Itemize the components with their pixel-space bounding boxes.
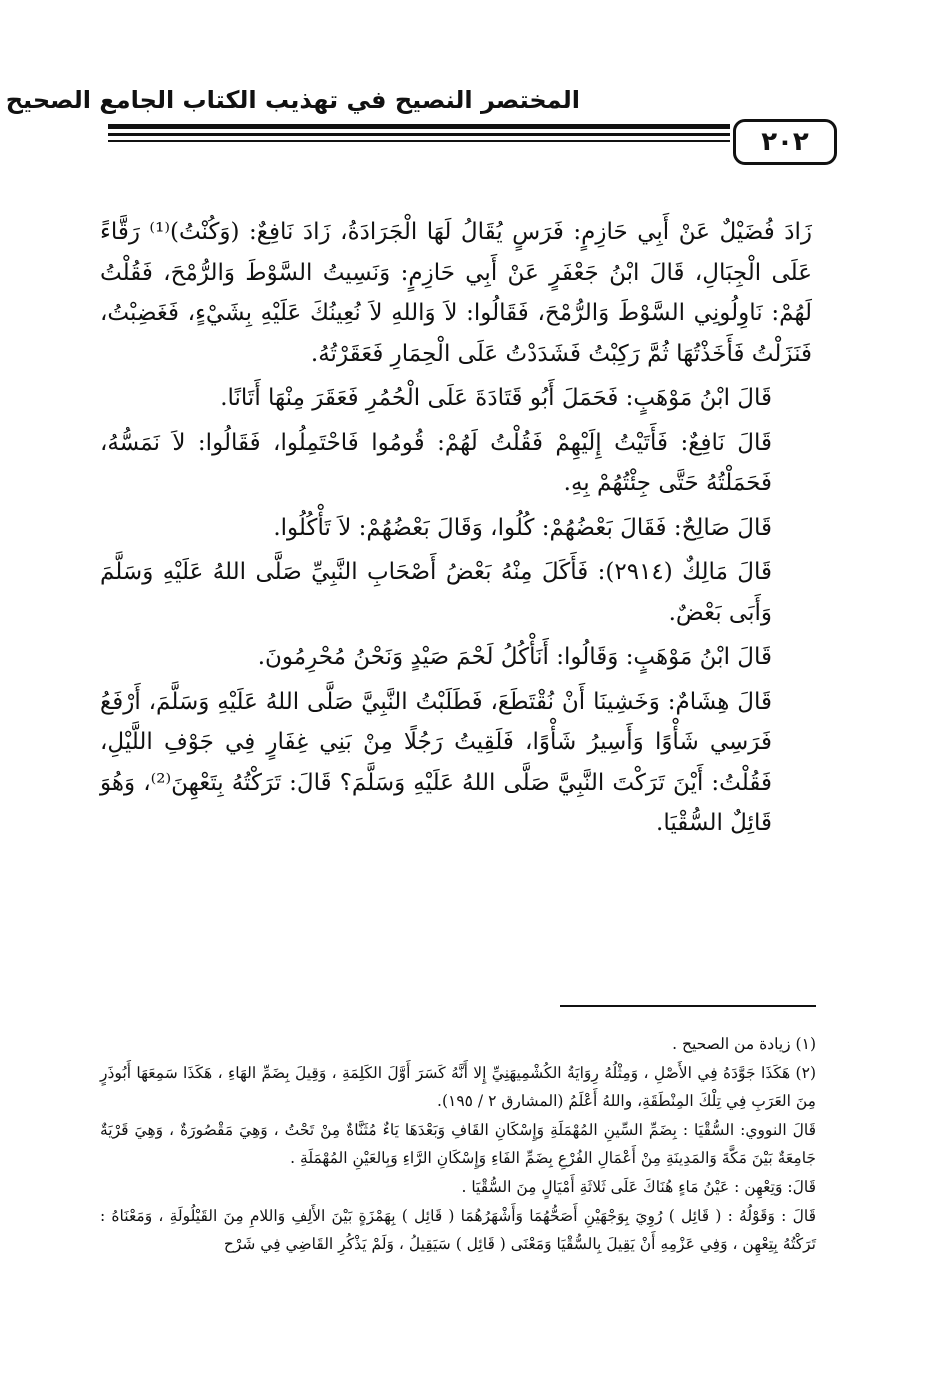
- header-rule-top: [108, 124, 730, 129]
- paragraph: قَالَ ابْنُ مَوْهَبٍ: وَقَالُوا: أَنَأْكُلُ لَحْمَ صَيْدٍ وَنَحْنُ مُحْرِمُونَ.: [257, 644, 772, 670]
- header-rule-middle: [108, 133, 730, 136]
- footnote: قَالَ النووي: السُّقْيَا : بِضَمِّ السِّينِ المُهْمَلَةِ وَإِسْكَانِ القَافِ وَبَعْدَهَا يَاءٌ مُثَنَّاةٌ مِنْ تَحْتُ ، وَهِيَ مَقْصُورَةٌ ، وَهِيَ قَرْيَةٌ جَامِعَةٌ بَيْنَ مَكَّةَ وَالمَدِينَةِ مِنْ أَعْمَالِ الفُرْعِ بِضَمِّ الفَاءِ وَإِسْكَانِ الرَّاءِ وَبِالعَيْنِ المُهْمَلَةِ .: [100, 1120, 816, 1168]
- footnote: (١) زيادة من الصحيح .: [672, 1035, 816, 1053]
- footnote: (٢) هَكَذَا جَوَّدَهُ فِي الأَصْلِ ، وَمِثْلُهُ رِوَايَةُ الكُشْمِيهَنِيِّ إِلا أَنَّهُ كَسَرَ أَوَّلَ الكَلِمَةِ ، وَقِيلَ بِضَمِّ الهَاءِ ، هَكَذَا سَمِعَهَا أَبُوذَرٍ مِنَ العَرَبِ فِي تِلْكَ المِنْطَقَةِ، واللهُ أَعْلَمُ (المشارق ٢ / ١٩٥).: [100, 1063, 816, 1111]
- paragraph: قَالَ ابْنُ مَوْهَبٍ: فَحَمَلَ أَبُو قَتَادَةَ عَلَى الْحُمُرِ فَعَقَرَ مِنْهَا أَتَانًا.: [220, 385, 772, 411]
- running-title: المختصر النصيح في تهذيب الكتاب الجامع الصحيح: [5, 86, 580, 114]
- paragraph: قَالَ هِشَامٌ: وَخَشِينَا أَنْ نُقْتَطَعَ، فَطَلَبْتُ النَّبِيَّ صَلَّى اللهُ عَلَيْهِ وَسَلَّمَ، أَرْفَعُ فَرَسِي شَأْوًا وَأَسِيرُ شَأْوًا، فَلَقِيتُ رَجُلًا مِنْ بَنِي غِفَارٍ فِي جَوْفِ اللَّيْلِ، فَقُلْتُ: أَيْنَ تَرَكْتَ النَّبِيَّ صَلَّى اللهُ عَلَيْهِ وَسَلَّمَ؟ قَالَ: تَرَكْتُهُ بِتَعْهِنَ⁽²⁾، وَهُوَ قَائِلٌ السُّقْيَا.: [100, 688, 772, 836]
- header-rule-bottom: [108, 140, 730, 142]
- footnotes: [100, 1030, 816, 1259]
- page-number: ٢٠٢: [733, 119, 837, 165]
- paragraph: قَالَ مَالِكٌ (٢٩١٤): فَأَكَلَ مِنْهُ بَعْضُ أَصْحَابِ النَّبِيِّ صَلَّى اللهُ عَلَيْهِ وَسَلَّمَ وَأَبَى بَعْضٌ.: [100, 559, 772, 626]
- footnote: قَالَ : وَقَوْلُهُ : ( قَائِل ) رُوِيَ بِوَجْهَيْنِ أَصَحُّهُمَا وَأَشْهَرُهُمَا ( قَائِل ) بِهَمْزَةٍ بَيْنَ الأَلِفِ وَاللامِ مِنَ القَيْلُولَةِ ، وَمَعْنَاهُ : تَرَكْتُهُ بِتِعْهِن ، وَفِي عَزْمِهِ أَنْ يَقِيلَ بِالسُّقْيَا وَمَعْنَى ( قَائِل ) سَيَقِيلُ ، وَلَمْ يَذْكُرِ القَاضِي فِي شَرْح: [100, 1206, 816, 1254]
- paragraph: قَالَ نَافِعٌ: فَأَتَيْتُ إِلَيْهِمْ فَقُلْتُ لَهُمْ: قُومُوا فَاحْتَمِلُوا، فَقَالُوا: لاَ نَمَسُّهُ، فَحَمَلْتُهُ حَتَّى جِئْتُهُمْ بِهِ.: [100, 429, 772, 496]
- paragraph: قَالَ صَالِحٌ: فَقَالَ بَعْضُهُمْ: كُلُوا، وَقَالَ بَعْضُهُمْ: لاَ تَأْكُلُوا.: [273, 514, 772, 541]
- footnote: قَالَ: وَتِعْهِن : عَيْنُ مَاءٍ هُنَاكَ عَلَى ثَلاثَةِ أَمْيَالٍ مِنَ السُّقْيَا .: [461, 1177, 816, 1196]
- paragraph: زَادَ فُضَيْلٌ عَنْ أَبِي حَازِمٍ: فَرَسٍ يُقَالُ لَهَا الْجَرَادَةُ، زَادَ نَافِعٌ: (وَكُنْتُ)⁽¹⁾ رَقَّاءً عَلَى الْجِبَالِ، قَالَ ابْنُ جَعْفَرٍ عَنْ أَبِي حَازِمٍ: وَنَسِيتُ السَّوْطَ وَالرُّمْحَ، فَقُلْتُ لَهُمْ: نَاوِلُونِي السَّوْطَ وَالرُّمْحَ، فَقَالُوا: لاَ وَاللهِ لاَ نُعِينُكَ عَلَيْهِ بِشَيْءٍ، فَغَضِبْتُ، فَنَزَلْتُ فَأَخَذْتُهَا ثُمَّ رَكِبْتُ فَشَدَدْتُ عَلَى الْحِمَارِ فَعَقَرْتُهُ.: [100, 219, 812, 367]
- footnote-separator: [560, 1005, 816, 1007]
- main-text: [100, 212, 812, 848]
